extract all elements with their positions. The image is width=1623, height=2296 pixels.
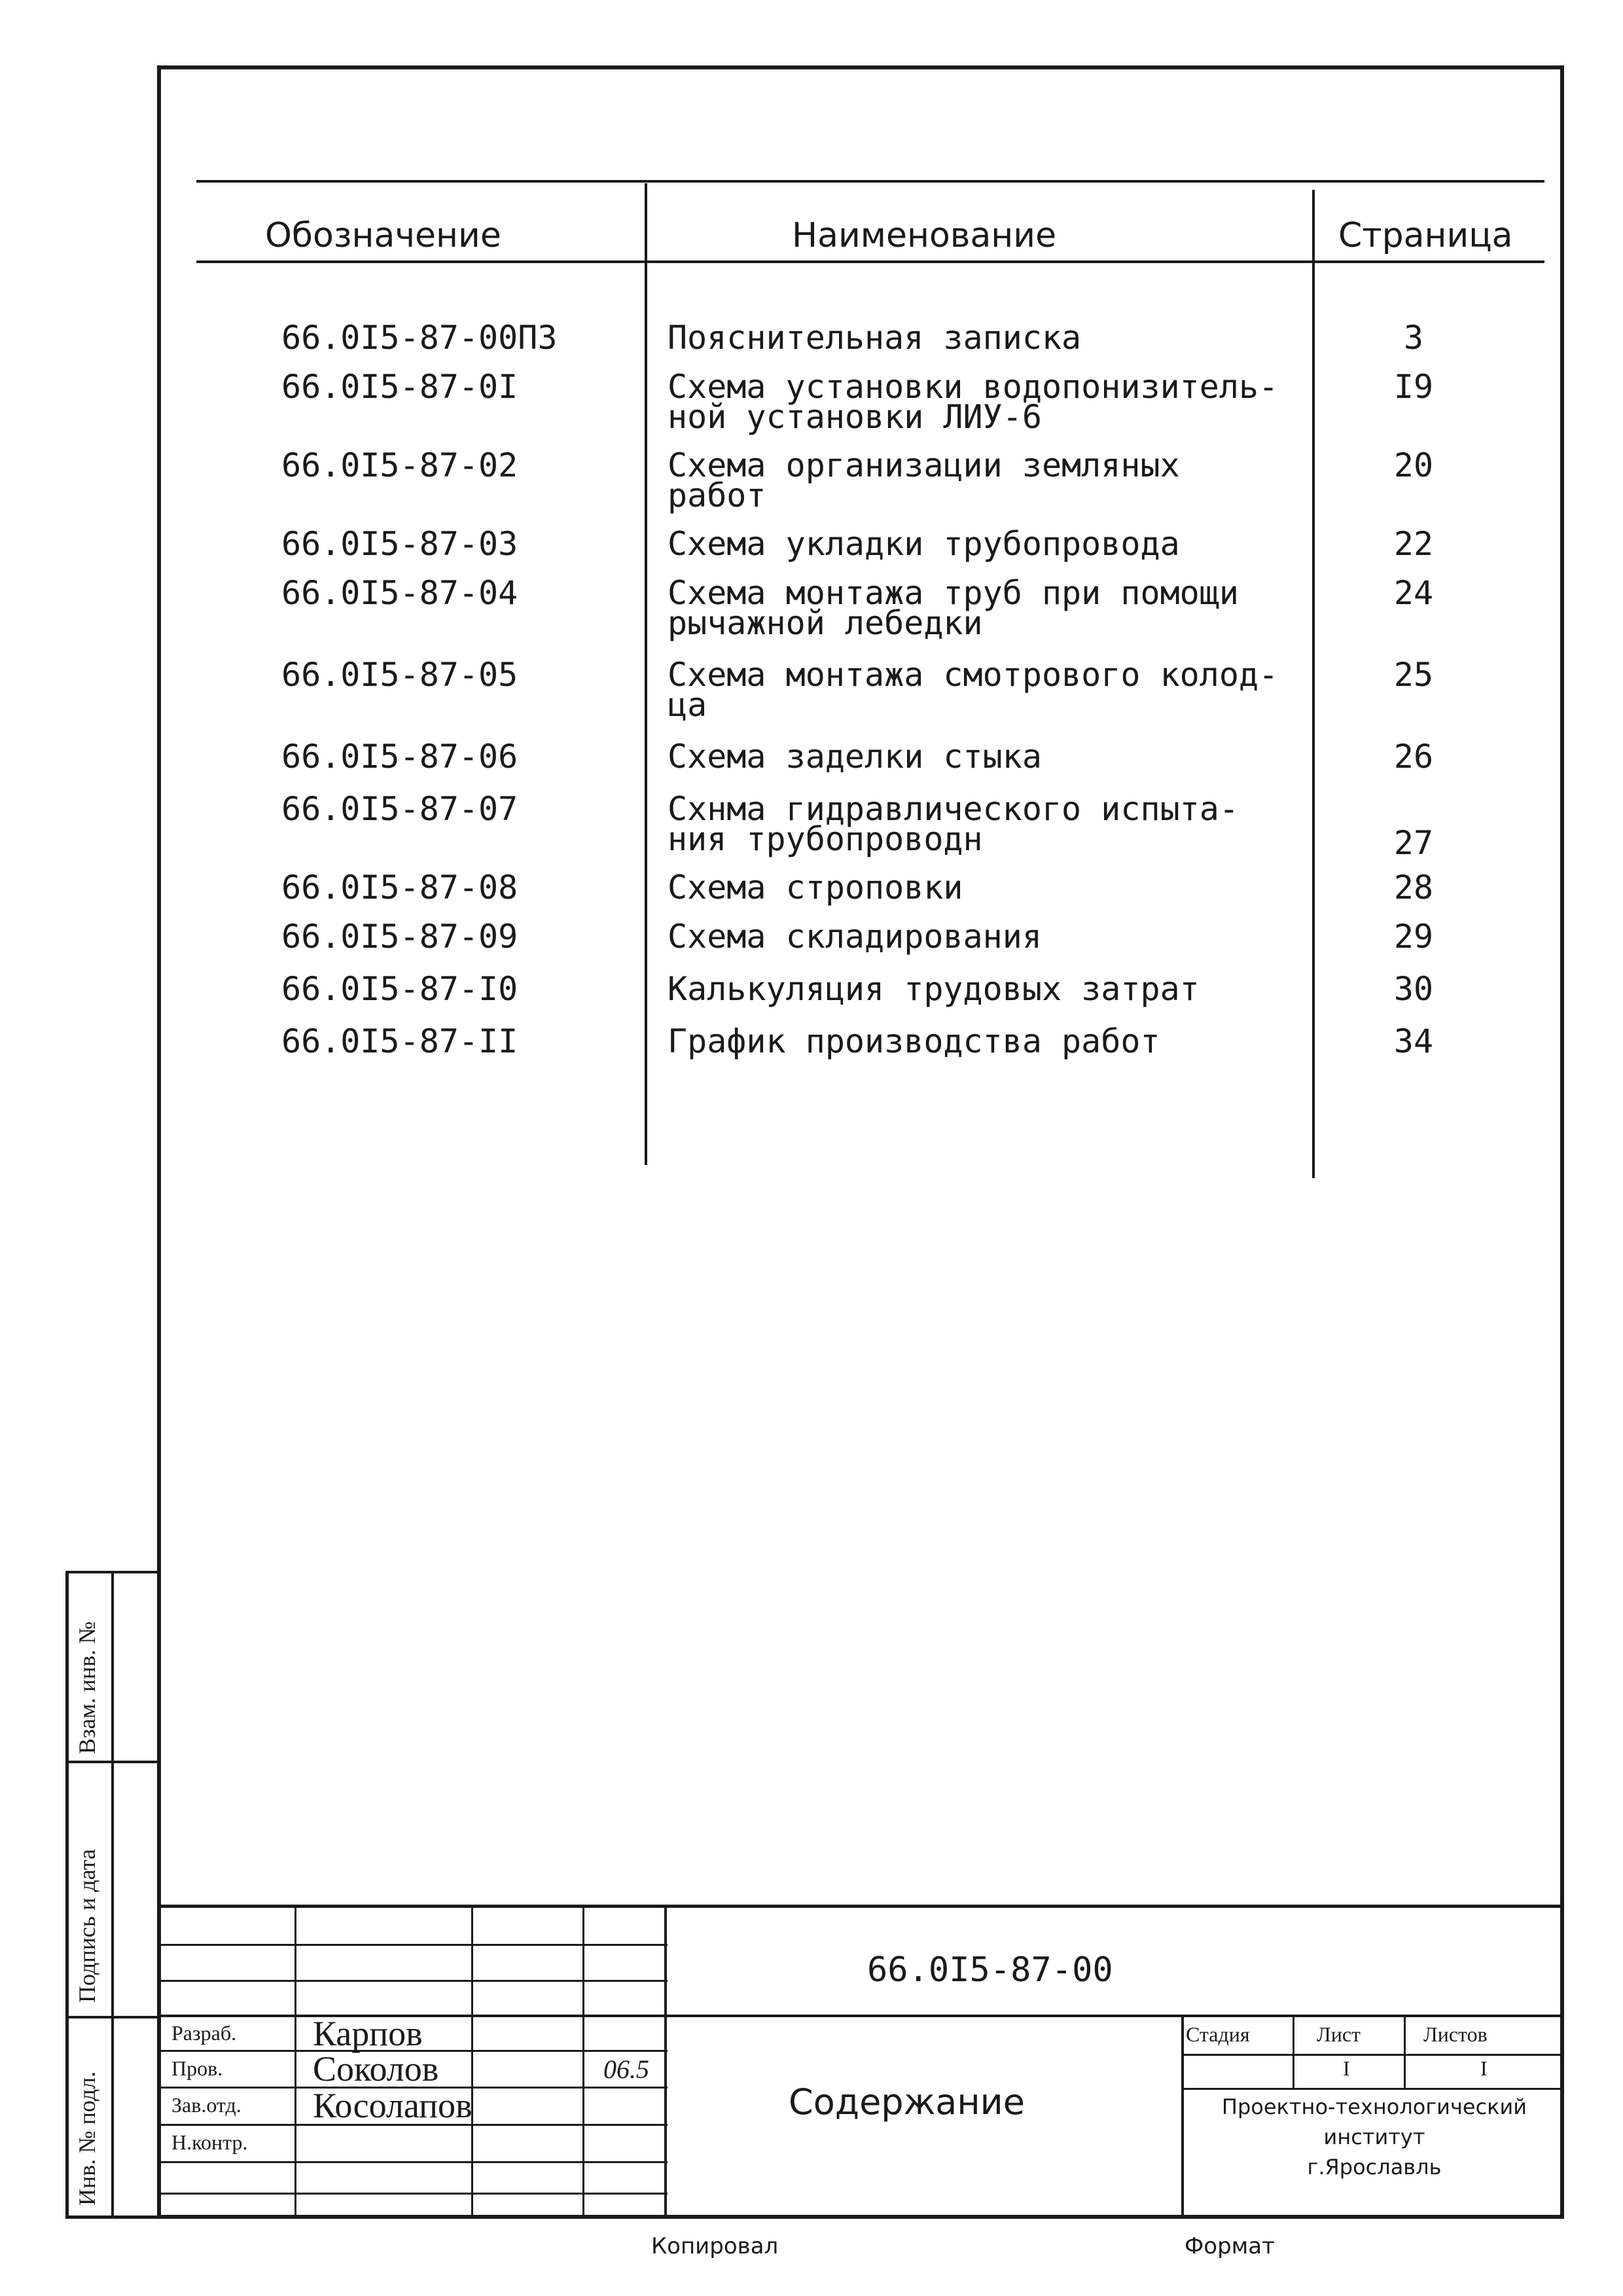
row-name-line: Схема монтажа труб при помощи	[668, 574, 1239, 612]
tb-sheets-label: Листов	[1423, 2022, 1488, 2046]
tb-rule-7	[157, 2193, 668, 2195]
row-page: 25	[1393, 656, 1434, 694]
tb-stage-rule-1	[1181, 2054, 1564, 2056]
row-name-line: ца	[668, 686, 707, 724]
row-code: 66.0I5-87-I0	[281, 970, 518, 1008]
tb-role: Разраб.	[171, 2021, 237, 2045]
tb-person: Карпов	[313, 2014, 423, 2053]
row-name-line: Схема установки водопонизитель-	[668, 368, 1279, 406]
tb-date: 06.5	[603, 2054, 649, 2084]
row-page: 27	[1393, 824, 1434, 862]
side-stamp-bottom	[65, 2215, 160, 2219]
side-stamp-sep-1	[65, 1761, 160, 1763]
tb-col-1	[294, 1905, 296, 2219]
footer-format: Формат	[1185, 2233, 1275, 2259]
tb-sheet-label: Лист	[1317, 2022, 1361, 2046]
title-block-top	[157, 1905, 1564, 1908]
tb-title: Содержание	[789, 2081, 1025, 2123]
tb-stage-col-1	[1293, 2016, 1294, 2089]
tb-doc-code: 66.0I5-87-00	[867, 1950, 1113, 1990]
row-page: I9	[1393, 368, 1434, 406]
row-page: 29	[1393, 918, 1434, 956]
tb-col-2	[471, 1905, 473, 2219]
tb-organization	[1185, 2094, 1564, 2179]
side-stamp-left-edge	[65, 1571, 69, 2219]
row-code: 66.0I5-87-00ПЗ	[281, 319, 558, 357]
row-name-line: Схема организации земляных	[668, 446, 1180, 484]
row-page: 26	[1393, 738, 1434, 776]
tb-col-5	[1181, 2016, 1184, 2219]
tb-sheets-value: I	[1480, 2056, 1488, 2080]
row-name-line: График производства работ	[668, 1022, 1160, 1060]
row-code: 66.0I5-87-04	[281, 574, 518, 612]
tb-rule-1	[157, 1944, 668, 1946]
side-label-inv: Инв. № подл.	[74, 2071, 100, 2206]
row-code: 66.0I5-87-06	[281, 738, 518, 776]
tb-org-line-3: г.Ярославль	[1307, 2155, 1442, 2179]
tb-stage-rule-2	[1181, 2088, 1564, 2090]
table-col-divider-2	[1312, 190, 1315, 1178]
tb-rule-6	[157, 2161, 668, 2163]
row-code: 66.0I5-87-0I	[281, 368, 518, 406]
tb-role: Пров.	[171, 2056, 223, 2080]
side-stamp-divider	[111, 1571, 114, 2219]
footer-copied: Копировал	[651, 2233, 779, 2259]
row-name-line: ной установки ЛИУ-6	[668, 398, 1042, 436]
tb-sheet-value: I	[1343, 2056, 1350, 2080]
tb-col-3	[582, 1905, 584, 2219]
row-name-line: Схнма гидравлического испыта-	[668, 790, 1239, 828]
row-code: 66.0I5-87-09	[281, 918, 518, 956]
table-top-rule	[196, 180, 1544, 183]
row-page: 3	[1403, 319, 1424, 357]
row-name-line: ния трубопроводн	[668, 820, 983, 858]
row-page: 22	[1393, 525, 1434, 563]
table-header-rule	[196, 260, 1544, 263]
tb-role: Зав.отд.	[171, 2093, 241, 2117]
tb-stage-label: Стадия	[1186, 2022, 1250, 2046]
row-name-line: Схема укладки трубопровода	[668, 525, 1180, 563]
side-label-podpis: Подпись и дата	[74, 1849, 100, 2003]
row-name-line: Калькуляция трудовых затрат	[668, 970, 1200, 1008]
row-code: 66.0I5-87-II	[281, 1022, 518, 1060]
side-stamp-top	[65, 1571, 160, 1573]
row-name-line: рычажной лебедки	[668, 604, 983, 642]
tb-stage-col-2	[1404, 2016, 1406, 2089]
row-code: 66.0I5-87-05	[281, 656, 518, 694]
row-page: 30	[1393, 970, 1434, 1008]
tb-org-line-2: институт	[1323, 2125, 1425, 2149]
tb-col-4	[664, 1905, 667, 2219]
row-code: 66.0I5-87-08	[281, 869, 518, 906]
row-page: 28	[1393, 869, 1434, 906]
row-code: 66.0I5-87-02	[281, 446, 518, 484]
header-page: Страница	[1338, 216, 1513, 255]
tb-role: Н.контр.	[171, 2130, 248, 2154]
row-page: 24	[1393, 574, 1434, 612]
row-code: 66.0I5-87-03	[281, 525, 518, 563]
tb-rule-2	[157, 1980, 668, 1982]
header-name: Наименование	[792, 216, 1057, 255]
row-name-line: Пояснительная записка	[668, 319, 1082, 357]
row-name-line: Схема складирования	[668, 918, 1042, 956]
row-name-line: работ	[668, 476, 766, 514]
row-page: 34	[1393, 1022, 1434, 1060]
tb-person: Косолапов	[313, 2086, 473, 2125]
row-page: 20	[1393, 446, 1434, 484]
row-name-line: Схема заделки стыка	[668, 738, 1042, 776]
side-stamp-sep-2	[65, 2016, 160, 2018]
tb-org-line-1: Проектно-технологический	[1221, 2094, 1527, 2119]
row-name-line: Схема строповки	[668, 869, 963, 906]
row-code: 66.0I5-87-07	[281, 790, 518, 828]
row-name-line: Схема монтажа смотрового колод-	[668, 656, 1279, 694]
header-code: Обозначение	[265, 216, 501, 255]
side-label-vzam: Взам. инв. №	[74, 1621, 100, 1754]
tb-person: Соколов	[313, 2049, 439, 2089]
